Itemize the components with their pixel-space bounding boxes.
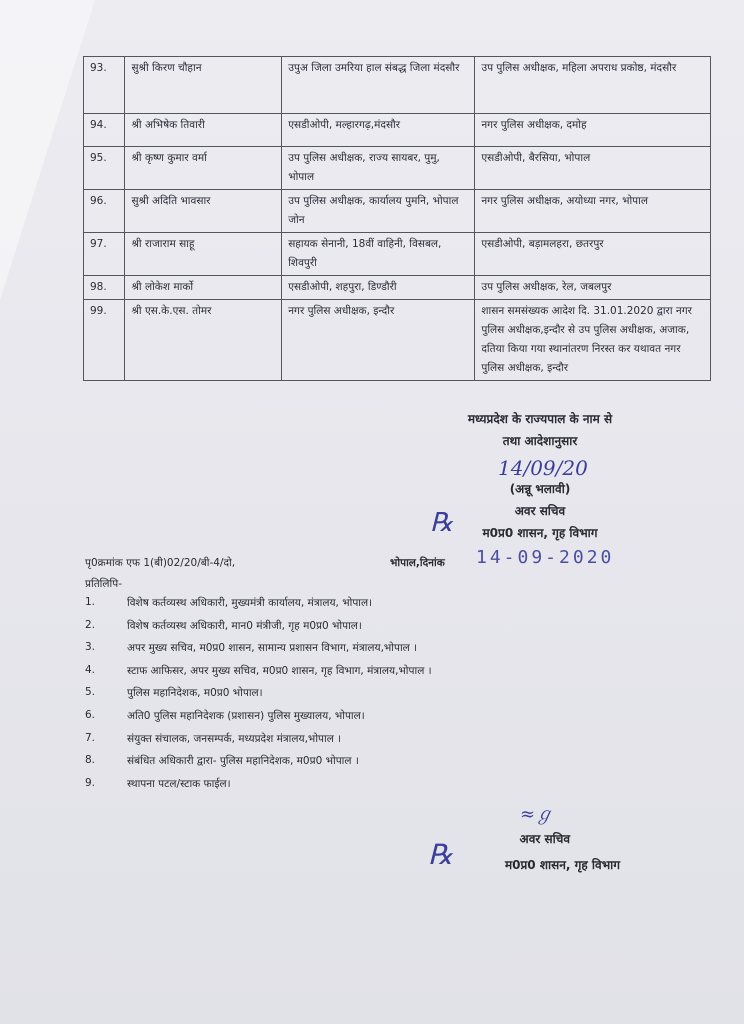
list-item-text: अपर मुख्य सचिव, म0प्र0 शासन, सामान्य प्रशासन विभाग, मंत्रालय,भोपाल । [127,642,418,655]
reference-number: पृ0क्रमांक एफ 1(बी)02/20/बी-4/दो, [85,557,236,569]
list-item-number: 6. [85,708,96,721]
list-item [85,777,432,800]
serial-cell: 98. [84,276,125,300]
new-post-cell: नगर पुलिस अधीक्षक, दमोह [475,114,711,147]
officer-name-cell: श्री लोकेश मार्को [125,276,282,300]
officer-name-cell: श्री राजाराम साहू [125,233,282,276]
table-row [84,57,711,114]
signatory-name: (अन्नू भलावी) [509,482,571,496]
handwritten-initials-1: ℞ [430,508,454,538]
serial-cell: 99. [84,300,125,381]
list-item-text: स्टाफ आफिसर, अपर मुख्य सचिव, म0प्र0 शासन, गृह विभाग, मंत्रालय,भोपाल । [127,664,432,677]
list-item-number: 4. [85,663,96,676]
current-post-cell: एसडीओपी, शहपुरा, डिण्डौरी [282,276,475,300]
list-item-number: 7. [85,731,96,744]
officer-name-cell: श्री अभिषेक तिवारी [125,114,282,147]
handwritten-signature-date: 14/09/20 [498,456,588,480]
copy-heading: प्रतिलिपि- [85,578,122,590]
current-post-cell: एसडीओपी, मल्हारगढ़,मंदसौर [282,114,475,147]
signatory-title: अवर सचिव [514,504,566,518]
list-item [85,641,432,664]
handwritten-initials-2: ≈ℊ [520,804,554,825]
handwritten-initials-3: ℞ [428,838,454,871]
new-post-cell: नगर पुलिस अधीक्षक, अयोध्या नगर, भोपाल [475,190,711,233]
current-post-cell: उपुअ जिला उमरिया हाल संबद्ध जिला मंदसौर [282,57,475,114]
city-date-label: भोपाल,दिनांक [390,557,445,569]
serial-cell: 97. [84,233,125,276]
new-post-cell: एसडीओपी, बैरसिया, भोपाल [475,147,711,190]
officer-name-cell: सुश्री अदिति भावसार [125,190,282,233]
signature-block-2 [400,826,660,878]
serial-cell: 95. [84,147,125,190]
new-post-cell: उप पुलिस अधीक्षक, महिला अपराध प्रकोष्ठ, मंदसौर [475,57,711,114]
table-row [84,300,711,381]
signatory-dept-2: म0प्र0 शासन, गृह विभाग [504,858,620,872]
list-item [85,754,432,777]
list-item-text: पुलिस महानिदेशक, म0प्र0 भोपाल। [127,687,263,700]
table-row [84,233,711,276]
officer-name-cell: श्री एस.के.एस. तोमर [125,300,282,381]
list-item-text: विशेष कर्तव्यस्थ अधिकारी, मान0 मंत्रीजी, गृह म0प्र0 भोपाल। [127,619,362,632]
officer-name-cell: श्री कृष्ण कुमार वर्मा [125,147,282,190]
list-item-text: संबंधित अधिकारी द्वारा- पुलिस महानिदेशक, म0प्र0 भोपाल । [127,755,359,768]
new-post-cell: शासन समसंख्यक आदेश दि. 31.01.2020 द्वारा नगर पुलिस अधीक्षक,इन्दौर से उप पुलिस अधीक्षक, अजाक, दतिया किया गया स्थानांतरण निरस्त कर यथावत नगर पुलिस अधीक्षक, इन्दौर [475,300,711,381]
signatory-dept: म0प्र0 शासन, गृह विभाग [482,526,598,540]
list-item-text: संयुक्त संचालक, जनसम्पर्क, मध्यप्रदेश मंत्रालय,भोपाल । [127,732,342,745]
list-item-text: अति0 पुलिस महानिदेशक (प्रशासन) पुलिस मुख्यालय, भोपाल। [127,709,365,722]
list-item [85,664,432,687]
list-item-number: 1. [85,596,96,608]
current-post-cell: उप पुलिस अधीक्षक, राज्य सायबर, पुमु, भोपाल [282,147,475,190]
list-item [85,686,432,709]
list-item [85,732,432,755]
serial-cell: 93. [84,57,125,114]
table-row [84,147,711,190]
new-post-cell: एसडीओपी, बड़ामलहरा, छतरपुर [475,233,711,276]
list-item-number: 8. [85,754,96,767]
list-item [85,619,432,642]
current-post-cell: सहायक सेनानी, 18वीं वाहिनी, विसबल, शिवपुरी [282,233,475,276]
list-item-number: 9. [85,776,96,789]
officer-name-cell: सुश्री किरण चौहान [125,57,282,114]
authority-line-1: मध्यप्रदेश के राज्यपाल के नाम से [467,412,613,426]
serial-cell: 96. [84,190,125,233]
paper-fold [0,0,95,300]
list-item-number: 3. [85,641,96,654]
list-item [85,709,432,732]
list-item-number: 5. [85,686,96,699]
handwritten-date: 14-09-2020 [476,547,615,568]
current-post-cell: उप पुलिस अधीक्षक, कार्यालय पुमनि, भोपाल जोन [282,190,475,233]
list-item-text: स्थापना पटल/स्टाक फाईल। [127,777,231,790]
transfer-table [83,56,711,381]
serial-cell: 94. [84,114,125,147]
table-row [84,276,711,300]
list-item-number: 2. [85,618,96,631]
list-item-text: विशेष कर्तव्यस्थ अधिकारी, मुख्यमंत्री कार्यालय, मंत्रालय, भोपाल। [127,597,373,609]
copy-list [85,596,432,799]
table-row [84,114,711,147]
list-item [85,596,432,619]
current-post-cell: नगर पुलिस अधीक्षक, इन्दौर [282,300,475,381]
signatory-title-2: अवर सचिव [519,832,570,846]
authority-line-2: तथा आदेशानुसार [502,434,578,448]
new-post-cell: उप पुलिस अधीक्षक, रेल, जबलपुर [475,276,711,300]
table-row [84,190,711,233]
